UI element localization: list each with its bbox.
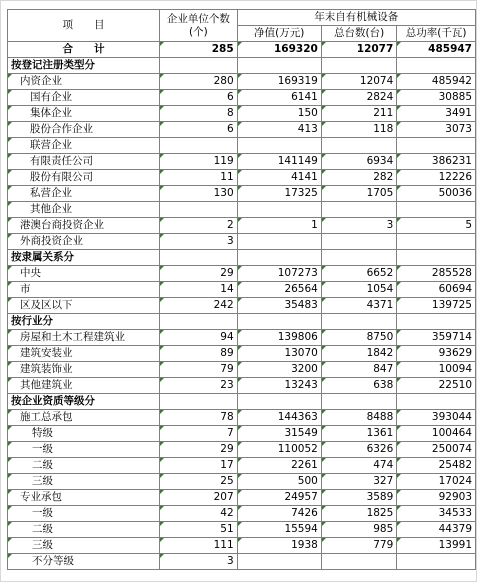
table-row [8,218,476,234]
row-total-units: 4371 [321,298,396,314]
row-label: 联营企业 [8,138,160,154]
table-row [8,506,476,522]
row-net-value: 1 [237,218,321,234]
row-count [160,250,238,266]
row-total-units: 12074 [321,74,396,90]
table-row [8,490,476,506]
row-total-units: 1825 [321,506,396,522]
table-row [8,90,476,106]
row-total-units: 638 [321,378,396,394]
row-total-power: 386231 [397,154,476,170]
row-net-value [237,250,321,266]
row-net-value: 3200 [237,362,321,378]
table-row [8,458,476,474]
row-count: 11 [160,170,238,186]
row-total-units: 12077 [321,42,396,58]
row-total-units: 6326 [321,442,396,458]
row-net-value: 24957 [237,490,321,506]
row-label: 国有企业 [8,90,160,106]
row-label: 有限责任公司 [8,154,160,170]
row-total-power [397,554,476,570]
row-net-value: 144363 [237,410,321,426]
row-count [160,138,238,154]
row-label: 港澳台商投资企业 [8,218,160,234]
row-total-power: 393044 [397,410,476,426]
row-label: 施工总承包 [8,410,160,426]
table-row [8,42,476,58]
row-label: 一级 [8,506,160,522]
row-net-value: 15594 [237,522,321,538]
row-count: 111 [160,538,238,554]
row-label: 三级 [8,538,160,554]
row-label: 一级 [8,442,160,458]
row-label: 建筑安装业 [8,346,160,362]
row-total-units: 847 [321,362,396,378]
table-row [8,538,476,554]
row-count: 6 [160,122,238,138]
row-net-value: 17325 [237,186,321,202]
row-count: 3 [160,234,238,250]
row-total-power: 10094 [397,362,476,378]
row-count: 242 [160,298,238,314]
row-total-units: 8750 [321,330,396,346]
row-total-power: 25482 [397,458,476,474]
row-total-units [321,250,396,266]
table-row [8,122,476,138]
row-net-value: 13070 [237,346,321,362]
row-total-power: 12226 [397,170,476,186]
row-net-value: 2261 [237,458,321,474]
row-total-units [321,234,396,250]
table-row [8,74,476,90]
table-row [8,202,476,218]
row-label: 专业承包 [8,490,160,506]
row-count: 8 [160,106,238,122]
row-count: 78 [160,410,238,426]
row-net-value: 169320 [237,42,321,58]
row-total-units [321,58,396,74]
row-total-power [397,234,476,250]
table-row [8,170,476,186]
row-label: 集体企业 [8,106,160,122]
row-count: 285 [160,42,238,58]
row-net-value: 1938 [237,538,321,554]
row-net-value: 413 [237,122,321,138]
row-total-power [397,202,476,218]
row-label: 中央 [8,266,160,282]
row-total-units: 3 [321,218,396,234]
row-count: 207 [160,490,238,506]
row-label: 不分等级 [8,554,160,570]
row-total-power [397,138,476,154]
row-net-value: 13243 [237,378,321,394]
row-net-value: 139806 [237,330,321,346]
row-net-value: 4141 [237,170,321,186]
table-row [8,346,476,362]
row-label: 按登记注册类型分 [8,58,160,74]
row-count: 7 [160,426,238,442]
row-label: 区及区以下 [8,298,160,314]
row-label: 二级 [8,458,160,474]
row-net-value [237,58,321,74]
row-total-units: 8488 [321,410,396,426]
table-row [8,474,476,490]
row-total-power: 250074 [397,442,476,458]
row-total-units: 118 [321,122,396,138]
row-total-units: 1842 [321,346,396,362]
row-label: 其他建筑业 [8,378,160,394]
row-net-value: 169319 [237,74,321,90]
row-total-units [321,314,396,330]
table-row [8,362,476,378]
table-row [8,554,476,570]
row-total-units: 779 [321,538,396,554]
header-net: 净值(万元) [237,26,321,42]
row-net-value: 31549 [237,426,321,442]
row-count: 17 [160,458,238,474]
row-net-value: 7426 [237,506,321,522]
row-count [160,58,238,74]
row-label: 按隶属关系分 [8,250,160,266]
row-net-value: 35483 [237,298,321,314]
row-label: 内资企业 [8,74,160,90]
row-count: 2 [160,218,238,234]
row-total-units: 211 [321,106,396,122]
table-row [8,58,476,74]
row-count: 23 [160,378,238,394]
row-count: 51 [160,522,238,538]
row-total-power: 92903 [397,490,476,506]
table-row [8,314,476,330]
header-total: 总台数(台) [321,26,396,42]
row-total-power: 485942 [397,74,476,90]
row-label: 其他企业 [8,202,160,218]
table-row [8,298,476,314]
row-count [160,202,238,218]
row-label: 私营企业 [8,186,160,202]
row-total-power: 3073 [397,122,476,138]
row-label: 特级 [8,426,160,442]
row-count: 29 [160,266,238,282]
row-net-value [237,202,321,218]
row-net-value: 26564 [237,282,321,298]
row-count: 94 [160,330,238,346]
row-total-units: 327 [321,474,396,490]
row-label: 合 计 [8,42,160,58]
spreadsheet [7,9,476,570]
row-count: 3 [160,554,238,570]
table-row [8,186,476,202]
row-count: 280 [160,74,238,90]
row-count: 29 [160,442,238,458]
header-count [160,10,238,42]
row-count: 89 [160,346,238,362]
row-total-power: 34533 [397,506,476,522]
table-row [8,426,476,442]
row-net-value: 500 [237,474,321,490]
row-label: 二级 [8,522,160,538]
row-net-value [237,138,321,154]
row-total-units: 1361 [321,426,396,442]
data-table [7,9,476,570]
row-total-units: 2824 [321,90,396,106]
table-row [8,138,476,154]
row-total-power: 44379 [397,522,476,538]
row-total-units [321,138,396,154]
row-count: 79 [160,362,238,378]
row-count [160,314,238,330]
row-total-power: 5 [397,218,476,234]
row-net-value [237,554,321,570]
row-net-value: 110052 [237,442,321,458]
row-total-power: 93629 [397,346,476,362]
row-total-units: 6934 [321,154,396,170]
row-total-power [397,250,476,266]
row-label: 股份有限公司 [8,170,160,186]
header-count-text: 企业单位个数 (个) [166,12,230,38]
table-row [8,394,476,410]
row-total-power: 485947 [397,42,476,58]
row-label: 按行业分 [8,314,160,330]
row-total-units: 282 [321,170,396,186]
row-count: 119 [160,154,238,170]
table-row [8,330,476,346]
row-total-units: 1705 [321,186,396,202]
row-label: 按企业资质等级分 [8,394,160,410]
row-net-value: 141149 [237,154,321,170]
header-power: 总功率(千瓦) [397,26,476,42]
header-item: 项 目 [8,10,160,42]
row-net-value: 107273 [237,266,321,282]
table-row [8,106,476,122]
row-count [160,394,238,410]
row-total-power: 285528 [397,266,476,282]
table-row [8,442,476,458]
row-label: 建筑装饰业 [8,362,160,378]
row-total-power [397,314,476,330]
row-total-power: 50036 [397,186,476,202]
row-count: 14 [160,282,238,298]
row-total-units: 985 [321,522,396,538]
row-label: 市 [8,282,160,298]
table-row [8,234,476,250]
row-total-power: 139725 [397,298,476,314]
row-total-units: 1054 [321,282,396,298]
row-label: 股份合作企业 [8,122,160,138]
table-row [8,410,476,426]
row-count: 6 [160,90,238,106]
row-count: 130 [160,186,238,202]
row-net-value: 6141 [237,90,321,106]
row-label: 外商投资企业 [8,234,160,250]
row-total-units: 474 [321,458,396,474]
row-total-units [321,394,396,410]
row-total-power: 60694 [397,282,476,298]
row-total-units: 3589 [321,490,396,506]
row-count: 25 [160,474,238,490]
row-total-units [321,554,396,570]
row-label: 三级 [8,474,160,490]
row-total-units [321,202,396,218]
table-row [8,522,476,538]
row-net-value: 150 [237,106,321,122]
table-row [8,250,476,266]
header-group: 年末自有机械设备 [237,10,475,26]
table-row [8,266,476,282]
row-net-value [237,314,321,330]
row-total-power: 30885 [397,90,476,106]
row-total-units: 6652 [321,266,396,282]
row-total-power: 359714 [397,330,476,346]
row-net-value [237,394,321,410]
row-count: 42 [160,506,238,522]
table-row [8,282,476,298]
table-row [8,378,476,394]
row-total-power: 22510 [397,378,476,394]
row-total-power: 13991 [397,538,476,554]
row-total-power: 100464 [397,426,476,442]
row-label: 房屋和土木工程建筑业 [8,330,160,346]
row-total-power: 17024 [397,474,476,490]
table-row [8,154,476,170]
header-row-1 [8,10,476,26]
row-total-power [397,394,476,410]
row-total-power [397,58,476,74]
row-net-value [237,234,321,250]
row-total-power: 3491 [397,106,476,122]
